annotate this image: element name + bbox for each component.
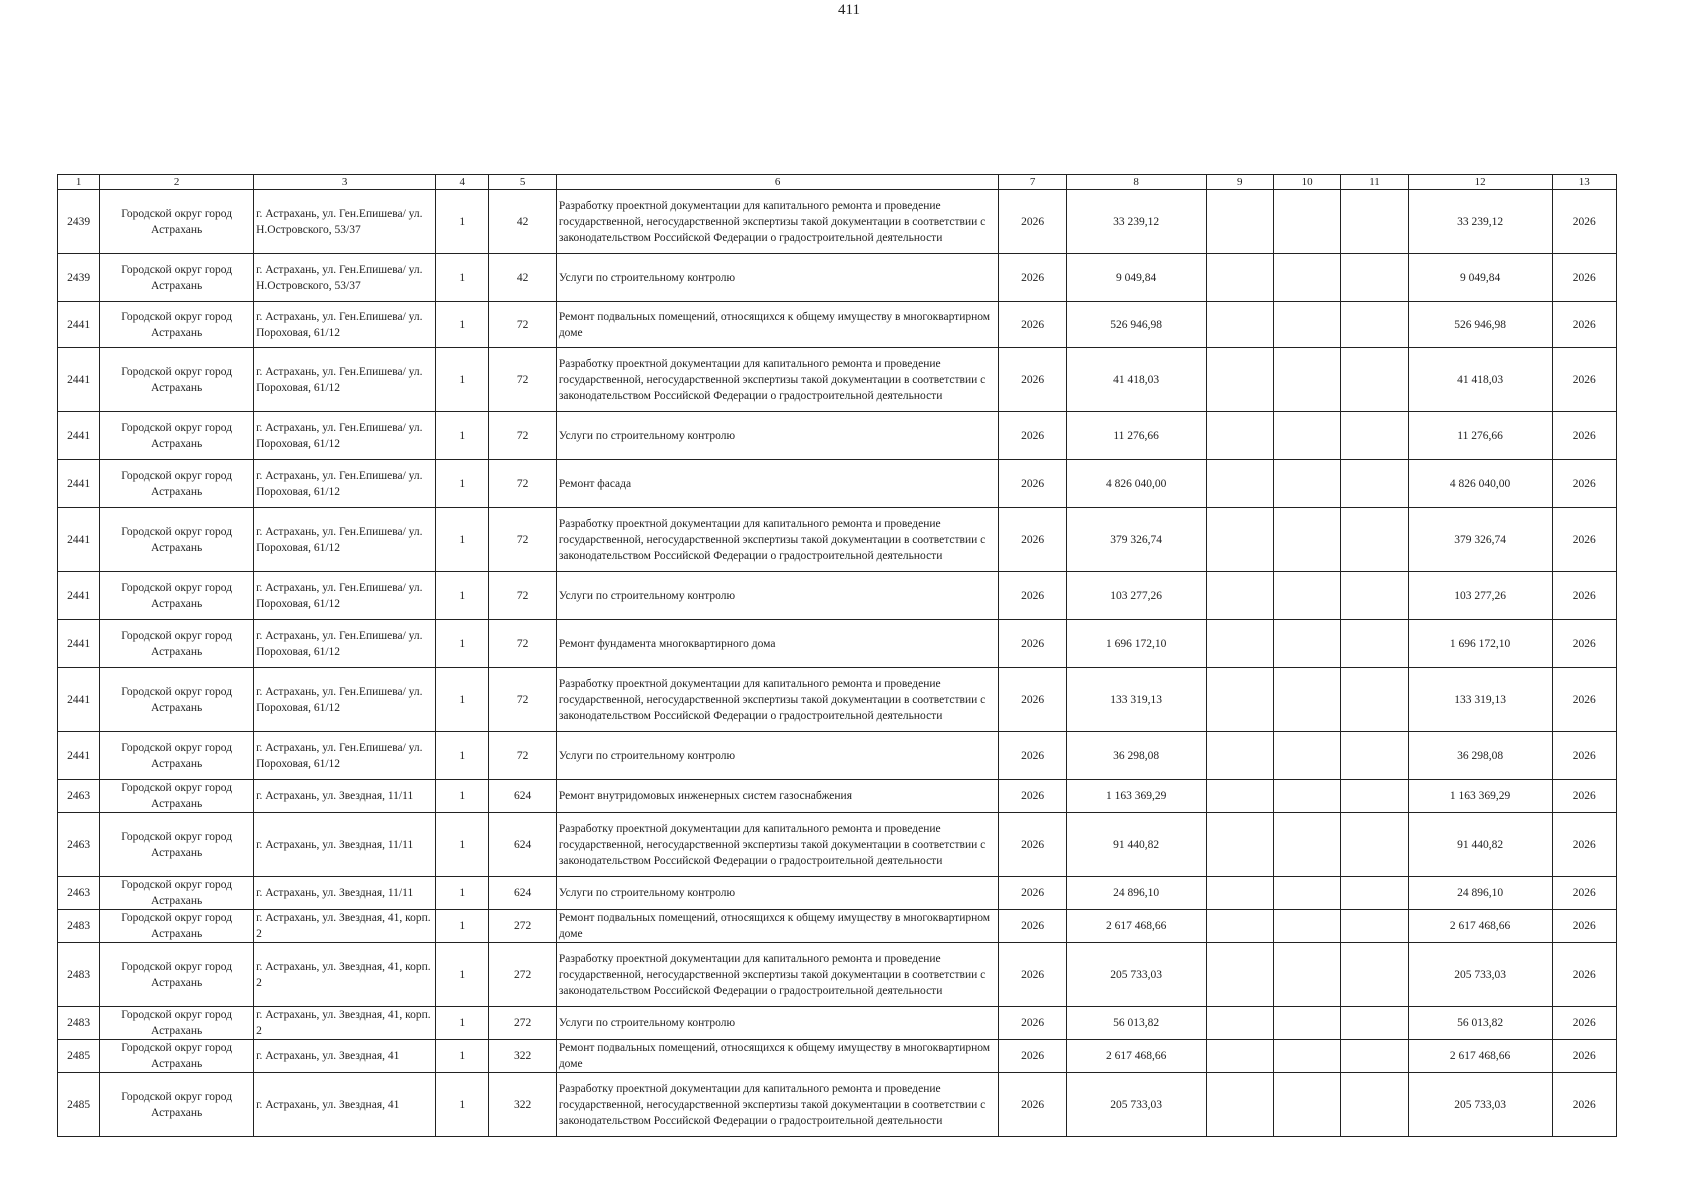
column-10-cell bbox=[1273, 1073, 1340, 1137]
total-cost-cell: 56 013,82 bbox=[1408, 1007, 1552, 1040]
column-header: 6 bbox=[556, 175, 999, 190]
municipality-cell: Городской округ город Астрахань bbox=[100, 732, 254, 780]
cost-cell: 33 239,12 bbox=[1066, 190, 1206, 254]
column-4-cell: 1 bbox=[436, 910, 489, 943]
table-row bbox=[58, 412, 1617, 460]
completion-year-cell: 2026 bbox=[1552, 348, 1617, 412]
column-11-cell bbox=[1341, 943, 1408, 1007]
object-number-cell: 2463 bbox=[58, 813, 100, 877]
municipality-cell: Городской округ город Астрахань bbox=[100, 254, 254, 302]
column-11-cell bbox=[1341, 668, 1408, 732]
address-cell: г. Астрахань, ул. Звездная, 11/11 bbox=[254, 813, 436, 877]
work-type-cell: Разработку проектной документации для капитального ремонта и проведение государственной, негосударственной экспертизы такой документации в соответствии с законодательством Российской Федерации о градостроительной деятельности bbox=[556, 508, 999, 572]
column-5-cell: 72 bbox=[489, 572, 556, 620]
work-type-cell: Услуги по строительному контролю bbox=[556, 412, 999, 460]
cost-cell: 11 276,66 bbox=[1066, 412, 1206, 460]
total-cost-cell: 41 418,03 bbox=[1408, 348, 1552, 412]
column-5-cell: 624 bbox=[489, 780, 556, 813]
column-9-cell bbox=[1206, 910, 1273, 943]
table-row bbox=[58, 572, 1617, 620]
cost-cell: 1 696 172,10 bbox=[1066, 620, 1206, 668]
total-cost-cell: 91 440,82 bbox=[1408, 813, 1552, 877]
year-cell: 2026 bbox=[999, 412, 1066, 460]
work-type-cell: Услуги по строительному контролю bbox=[556, 254, 999, 302]
table-row bbox=[58, 620, 1617, 668]
column-11-cell bbox=[1341, 508, 1408, 572]
total-cost-cell: 205 733,03 bbox=[1408, 943, 1552, 1007]
total-cost-cell: 24 896,10 bbox=[1408, 877, 1552, 910]
column-4-cell: 1 bbox=[436, 460, 489, 508]
completion-year-cell: 2026 bbox=[1552, 732, 1617, 780]
column-4-cell: 1 bbox=[436, 190, 489, 254]
column-10-cell bbox=[1273, 1007, 1340, 1040]
work-type-cell: Ремонт внутридомовых инженерных систем газоснабжения bbox=[556, 780, 999, 813]
cost-cell: 2 617 468,66 bbox=[1066, 1040, 1206, 1073]
column-5-cell: 72 bbox=[489, 668, 556, 732]
object-number-cell: 2485 bbox=[58, 1073, 100, 1137]
completion-year-cell: 2026 bbox=[1552, 943, 1617, 1007]
total-cost-cell: 379 326,74 bbox=[1408, 508, 1552, 572]
column-9-cell bbox=[1206, 412, 1273, 460]
work-type-cell: Услуги по строительному контролю bbox=[556, 732, 999, 780]
object-number-cell: 2441 bbox=[58, 302, 100, 348]
address-cell: г. Астрахань, ул. Звездная, 41 bbox=[254, 1040, 436, 1073]
year-cell: 2026 bbox=[999, 668, 1066, 732]
column-11-cell bbox=[1341, 780, 1408, 813]
column-11-cell bbox=[1341, 813, 1408, 877]
object-number-cell: 2439 bbox=[58, 254, 100, 302]
column-4-cell: 1 bbox=[436, 813, 489, 877]
object-number-cell: 2441 bbox=[58, 508, 100, 572]
address-cell: г. Астрахань, ул. Звездная, 41, корп. 2 bbox=[254, 910, 436, 943]
work-type-cell: Ремонт подвальных помещений, относящихся к общему имуществу в многоквартирном доме bbox=[556, 910, 999, 943]
column-10-cell bbox=[1273, 620, 1340, 668]
year-cell: 2026 bbox=[999, 508, 1066, 572]
cost-cell: 36 298,08 bbox=[1066, 732, 1206, 780]
column-5-cell: 624 bbox=[489, 877, 556, 910]
year-cell: 2026 bbox=[999, 813, 1066, 877]
cost-cell: 103 277,26 bbox=[1066, 572, 1206, 620]
object-number-cell: 2483 bbox=[58, 943, 100, 1007]
object-number-cell: 2441 bbox=[58, 620, 100, 668]
address-cell: г. Астрахань, ул. Ген.Епишева/ ул. Пороховая, 61/12 bbox=[254, 460, 436, 508]
column-10-cell bbox=[1273, 412, 1340, 460]
municipality-cell: Городской округ город Астрахань bbox=[100, 1040, 254, 1073]
work-type-cell: Услуги по строительному контролю bbox=[556, 1007, 999, 1040]
work-type-cell: Ремонт фасада bbox=[556, 460, 999, 508]
total-cost-cell: 33 239,12 bbox=[1408, 190, 1552, 254]
address-cell: г. Астрахань, ул. Ген.Епишева/ ул. Н.Островского, 53/37 bbox=[254, 190, 436, 254]
object-number-cell: 2463 bbox=[58, 780, 100, 813]
total-cost-cell: 526 946,98 bbox=[1408, 302, 1552, 348]
completion-year-cell: 2026 bbox=[1552, 1007, 1617, 1040]
total-cost-cell: 205 733,03 bbox=[1408, 1073, 1552, 1137]
column-header: 13 bbox=[1552, 175, 1617, 190]
column-4-cell: 1 bbox=[436, 668, 489, 732]
completion-year-cell: 2026 bbox=[1552, 620, 1617, 668]
address-cell: г. Астрахань, ул. Ген.Епишева/ ул. Пороховая, 61/12 bbox=[254, 620, 436, 668]
column-header: 5 bbox=[489, 175, 556, 190]
object-number-cell: 2441 bbox=[58, 412, 100, 460]
year-cell: 2026 bbox=[999, 254, 1066, 302]
municipality-cell: Городской округ город Астрахань bbox=[100, 460, 254, 508]
column-4-cell: 1 bbox=[436, 508, 489, 572]
column-11-cell bbox=[1341, 572, 1408, 620]
table-body bbox=[58, 190, 1617, 1137]
column-5-cell: 322 bbox=[489, 1073, 556, 1137]
municipality-cell: Городской округ город Астрахань bbox=[100, 1007, 254, 1040]
column-10-cell bbox=[1273, 1040, 1340, 1073]
completion-year-cell: 2026 bbox=[1552, 1040, 1617, 1073]
table-row bbox=[58, 668, 1617, 732]
column-header: 12 bbox=[1408, 175, 1552, 190]
column-11-cell bbox=[1341, 910, 1408, 943]
object-number-cell: 2483 bbox=[58, 1007, 100, 1040]
column-10-cell bbox=[1273, 190, 1340, 254]
column-header: 10 bbox=[1273, 175, 1340, 190]
completion-year-cell: 2026 bbox=[1552, 254, 1617, 302]
column-10-cell bbox=[1273, 508, 1340, 572]
table-row bbox=[58, 877, 1617, 910]
cost-cell: 133 319,13 bbox=[1066, 668, 1206, 732]
column-header: 8 bbox=[1066, 175, 1206, 190]
column-10-cell bbox=[1273, 910, 1340, 943]
column-10-cell bbox=[1273, 460, 1340, 508]
completion-year-cell: 2026 bbox=[1552, 190, 1617, 254]
column-9-cell bbox=[1206, 508, 1273, 572]
object-number-cell: 2485 bbox=[58, 1040, 100, 1073]
year-cell: 2026 bbox=[999, 943, 1066, 1007]
completion-year-cell: 2026 bbox=[1552, 412, 1617, 460]
column-5-cell: 72 bbox=[489, 508, 556, 572]
cost-cell: 526 946,98 bbox=[1066, 302, 1206, 348]
work-type-cell: Разработку проектной документации для капитального ремонта и проведение государственной, негосударственной экспертизы такой документации в соответствии с законодательством Российской Федерации о градостроительной деятельности bbox=[556, 943, 999, 1007]
column-11-cell bbox=[1341, 348, 1408, 412]
work-type-cell: Разработку проектной документации для капитального ремонта и проведение государственной, негосударственной экспертизы такой документации в соответствии с законодательством Российской Федерации о градостроительной деятельности bbox=[556, 1073, 999, 1137]
total-cost-cell: 1 696 172,10 bbox=[1408, 620, 1552, 668]
column-11-cell bbox=[1341, 190, 1408, 254]
cost-cell: 91 440,82 bbox=[1066, 813, 1206, 877]
column-4-cell: 1 bbox=[436, 412, 489, 460]
column-5-cell: 72 bbox=[489, 460, 556, 508]
column-9-cell bbox=[1206, 348, 1273, 412]
work-type-cell: Разработку проектной документации для капитального ремонта и проведение государственной, негосударственной экспертизы такой документации в соответствии с законодательством Российской Федерации о градостроительной деятельности bbox=[556, 348, 999, 412]
table-row bbox=[58, 302, 1617, 348]
year-cell: 2026 bbox=[999, 620, 1066, 668]
column-11-cell bbox=[1341, 1040, 1408, 1073]
column-4-cell: 1 bbox=[436, 1073, 489, 1137]
cost-cell: 24 896,10 bbox=[1066, 877, 1206, 910]
total-cost-cell: 36 298,08 bbox=[1408, 732, 1552, 780]
address-cell: г. Астрахань, ул. Ген.Епишева/ ул. Пороховая, 61/12 bbox=[254, 732, 436, 780]
column-9-cell bbox=[1206, 254, 1273, 302]
address-cell: г. Астрахань, ул. Ген.Епишева/ ул. Пороховая, 61/12 bbox=[254, 348, 436, 412]
address-cell: г. Астрахань, ул. Ген.Епишева/ ул. Н.Островского, 53/37 bbox=[254, 254, 436, 302]
column-11-cell bbox=[1341, 1007, 1408, 1040]
address-cell: г. Астрахань, ул. Звездная, 41, корп. 2 bbox=[254, 1007, 436, 1040]
column-11-cell bbox=[1341, 1073, 1408, 1137]
column-4-cell: 1 bbox=[436, 254, 489, 302]
column-header: 9 bbox=[1206, 175, 1273, 190]
column-10-cell bbox=[1273, 877, 1340, 910]
year-cell: 2026 bbox=[999, 572, 1066, 620]
column-header: 7 bbox=[999, 175, 1066, 190]
year-cell: 2026 bbox=[999, 732, 1066, 780]
repair-schedule-table bbox=[57, 174, 1617, 1137]
municipality-cell: Городской округ город Астрахань bbox=[100, 910, 254, 943]
column-11-cell bbox=[1341, 254, 1408, 302]
address-cell: г. Астрахань, ул. Ген.Епишева/ ул. Пороховая, 61/12 bbox=[254, 412, 436, 460]
column-header: 4 bbox=[436, 175, 489, 190]
table-row bbox=[58, 813, 1617, 877]
municipality-cell: Городской округ город Астрахань bbox=[100, 412, 254, 460]
column-9-cell bbox=[1206, 780, 1273, 813]
year-cell: 2026 bbox=[999, 780, 1066, 813]
column-10-cell bbox=[1273, 254, 1340, 302]
column-11-cell bbox=[1341, 460, 1408, 508]
table-row bbox=[58, 508, 1617, 572]
column-4-cell: 1 bbox=[436, 348, 489, 412]
column-10-cell bbox=[1273, 780, 1340, 813]
table-row bbox=[58, 910, 1617, 943]
column-header: 3 bbox=[254, 175, 436, 190]
year-cell: 2026 bbox=[999, 302, 1066, 348]
municipality-cell: Городской округ город Астрахань bbox=[100, 572, 254, 620]
column-5-cell: 272 bbox=[489, 943, 556, 1007]
cost-cell: 4 826 040,00 bbox=[1066, 460, 1206, 508]
table-row bbox=[58, 1040, 1617, 1073]
cost-cell: 2 617 468,66 bbox=[1066, 910, 1206, 943]
table-row bbox=[58, 348, 1617, 412]
year-cell: 2026 bbox=[999, 877, 1066, 910]
column-9-cell bbox=[1206, 668, 1273, 732]
column-10-cell bbox=[1273, 813, 1340, 877]
table-row bbox=[58, 732, 1617, 780]
address-cell: г. Астрахань, ул. Звездная, 41 bbox=[254, 1073, 436, 1137]
total-cost-cell: 4 826 040,00 bbox=[1408, 460, 1552, 508]
cost-cell: 205 733,03 bbox=[1066, 1073, 1206, 1137]
year-cell: 2026 bbox=[999, 348, 1066, 412]
municipality-cell: Городской округ город Астрахань bbox=[100, 508, 254, 572]
column-10-cell bbox=[1273, 943, 1340, 1007]
address-cell: г. Астрахань, ул. Ген.Епишева/ ул. Пороховая, 61/12 bbox=[254, 508, 436, 572]
column-9-cell bbox=[1206, 620, 1273, 668]
work-type-cell: Услуги по строительному контролю bbox=[556, 572, 999, 620]
municipality-cell: Городской округ город Астрахань bbox=[100, 813, 254, 877]
column-header: 2 bbox=[100, 175, 254, 190]
column-10-cell bbox=[1273, 572, 1340, 620]
address-cell: г. Астрахань, ул. Ген.Епишева/ ул. Пороховая, 61/12 bbox=[254, 302, 436, 348]
work-type-cell: Ремонт подвальных помещений, относящихся к общему имуществу в многоквартирном доме bbox=[556, 302, 999, 348]
table-row bbox=[58, 780, 1617, 813]
address-cell: г. Астрахань, ул. Звездная, 41, корп. 2 bbox=[254, 943, 436, 1007]
cost-cell: 9 049,84 bbox=[1066, 254, 1206, 302]
total-cost-cell: 9 049,84 bbox=[1408, 254, 1552, 302]
column-5-cell: 72 bbox=[489, 412, 556, 460]
municipality-cell: Городской округ город Астрахань bbox=[100, 1073, 254, 1137]
municipality-cell: Городской округ город Астрахань bbox=[100, 620, 254, 668]
column-5-cell: 272 bbox=[489, 1007, 556, 1040]
column-header: 11 bbox=[1341, 175, 1408, 190]
column-5-cell: 42 bbox=[489, 190, 556, 254]
total-cost-cell: 1 163 369,29 bbox=[1408, 780, 1552, 813]
column-9-cell bbox=[1206, 732, 1273, 780]
work-type-cell: Ремонт подвальных помещений, относящихся к общему имуществу в многоквартирном доме bbox=[556, 1040, 999, 1073]
column-9-cell bbox=[1206, 943, 1273, 1007]
object-number-cell: 2439 bbox=[58, 190, 100, 254]
address-cell: г. Астрахань, ул. Звездная, 11/11 bbox=[254, 877, 436, 910]
work-type-cell: Ремонт фундамента многоквартирного дома bbox=[556, 620, 999, 668]
column-10-cell bbox=[1273, 732, 1340, 780]
object-number-cell: 2441 bbox=[58, 572, 100, 620]
total-cost-cell: 11 276,66 bbox=[1408, 412, 1552, 460]
object-number-cell: 2463 bbox=[58, 877, 100, 910]
total-cost-cell: 2 617 468,66 bbox=[1408, 910, 1552, 943]
municipality-cell: Городской округ город Астрахань bbox=[100, 943, 254, 1007]
table-row bbox=[58, 1073, 1617, 1137]
completion-year-cell: 2026 bbox=[1552, 508, 1617, 572]
work-type-cell: Разработку проектной документации для капитального ремонта и проведение государственной, негосударственной экспертизы такой документации в соответствии с законодательством Российской Федерации о градостроительной деятельности bbox=[556, 190, 999, 254]
year-cell: 2026 bbox=[999, 190, 1066, 254]
object-number-cell: 2441 bbox=[58, 348, 100, 412]
municipality-cell: Городской округ город Астрахань bbox=[100, 780, 254, 813]
cost-cell: 1 163 369,29 bbox=[1066, 780, 1206, 813]
work-type-cell: Разработку проектной документации для капитального ремонта и проведение государственной, негосударственной экспертизы такой документации в соответствии с законодательством Российской Федерации о градостроительной деятельности bbox=[556, 813, 999, 877]
year-cell: 2026 bbox=[999, 1040, 1066, 1073]
municipality-cell: Городской округ город Астрахань bbox=[100, 302, 254, 348]
column-4-cell: 1 bbox=[436, 877, 489, 910]
column-11-cell bbox=[1341, 877, 1408, 910]
column-4-cell: 1 bbox=[436, 620, 489, 668]
column-5-cell: 72 bbox=[489, 732, 556, 780]
cost-cell: 56 013,82 bbox=[1066, 1007, 1206, 1040]
column-5-cell: 72 bbox=[489, 302, 556, 348]
column-9-cell bbox=[1206, 1040, 1273, 1073]
table-row bbox=[58, 254, 1617, 302]
column-5-cell: 42 bbox=[489, 254, 556, 302]
table-row bbox=[58, 460, 1617, 508]
column-10-cell bbox=[1273, 302, 1340, 348]
column-10-cell bbox=[1273, 348, 1340, 412]
completion-year-cell: 2026 bbox=[1552, 813, 1617, 877]
column-4-cell: 1 bbox=[436, 732, 489, 780]
column-9-cell bbox=[1206, 813, 1273, 877]
total-cost-cell: 133 319,13 bbox=[1408, 668, 1552, 732]
object-number-cell: 2483 bbox=[58, 910, 100, 943]
column-4-cell: 1 bbox=[436, 572, 489, 620]
column-4-cell: 1 bbox=[436, 1040, 489, 1073]
municipality-cell: Городской округ город Астрахань bbox=[100, 190, 254, 254]
column-number-row bbox=[58, 175, 1617, 190]
year-cell: 2026 bbox=[999, 910, 1066, 943]
cost-cell: 379 326,74 bbox=[1066, 508, 1206, 572]
column-4-cell: 1 bbox=[436, 943, 489, 1007]
column-11-cell bbox=[1341, 302, 1408, 348]
column-5-cell: 272 bbox=[489, 910, 556, 943]
column-4-cell: 1 bbox=[436, 302, 489, 348]
address-cell: г. Астрахань, ул. Ген.Епишева/ ул. Пороховая, 61/12 bbox=[254, 668, 436, 732]
year-cell: 2026 bbox=[999, 1007, 1066, 1040]
completion-year-cell: 2026 bbox=[1552, 572, 1617, 620]
work-type-cell: Разработку проектной документации для капитального ремонта и проведение государственной, негосударственной экспертизы такой документации в соответствии с законодательством Российской Федерации о градостроительной деятельности bbox=[556, 668, 999, 732]
address-cell: г. Астрахань, ул. Звездная, 11/11 bbox=[254, 780, 436, 813]
completion-year-cell: 2026 bbox=[1552, 302, 1617, 348]
column-5-cell: 72 bbox=[489, 620, 556, 668]
column-9-cell bbox=[1206, 1073, 1273, 1137]
column-5-cell: 624 bbox=[489, 813, 556, 877]
cost-cell: 41 418,03 bbox=[1066, 348, 1206, 412]
column-9-cell bbox=[1206, 877, 1273, 910]
cost-cell: 205 733,03 bbox=[1066, 943, 1206, 1007]
column-10-cell bbox=[1273, 668, 1340, 732]
table-row bbox=[58, 1007, 1617, 1040]
municipality-cell: Городской округ город Астрахань bbox=[100, 668, 254, 732]
column-5-cell: 72 bbox=[489, 348, 556, 412]
column-4-cell: 1 bbox=[436, 780, 489, 813]
column-header: 1 bbox=[58, 175, 100, 190]
address-cell: г. Астрахань, ул. Ген.Епишева/ ул. Пороховая, 61/12 bbox=[254, 572, 436, 620]
page-number: 411 bbox=[838, 2, 860, 18]
municipality-cell: Городской округ город Астрахань bbox=[100, 348, 254, 412]
table-row bbox=[58, 190, 1617, 254]
column-4-cell: 1 bbox=[436, 1007, 489, 1040]
column-11-cell bbox=[1341, 732, 1408, 780]
total-cost-cell: 2 617 468,66 bbox=[1408, 1040, 1552, 1073]
year-cell: 2026 bbox=[999, 460, 1066, 508]
completion-year-cell: 2026 bbox=[1552, 668, 1617, 732]
column-11-cell bbox=[1341, 412, 1408, 460]
completion-year-cell: 2026 bbox=[1552, 877, 1617, 910]
municipality-cell: Городской округ город Астрахань bbox=[100, 877, 254, 910]
column-9-cell bbox=[1206, 460, 1273, 508]
column-9-cell bbox=[1206, 190, 1273, 254]
object-number-cell: 2441 bbox=[58, 460, 100, 508]
completion-year-cell: 2026 bbox=[1552, 910, 1617, 943]
column-9-cell bbox=[1206, 1007, 1273, 1040]
total-cost-cell: 103 277,26 bbox=[1408, 572, 1552, 620]
year-cell: 2026 bbox=[999, 1073, 1066, 1137]
column-9-cell bbox=[1206, 302, 1273, 348]
column-5-cell: 322 bbox=[489, 1040, 556, 1073]
completion-year-cell: 2026 bbox=[1552, 1073, 1617, 1137]
table-row bbox=[58, 943, 1617, 1007]
column-9-cell bbox=[1206, 572, 1273, 620]
completion-year-cell: 2026 bbox=[1552, 780, 1617, 813]
object-number-cell: 2441 bbox=[58, 732, 100, 780]
column-11-cell bbox=[1341, 620, 1408, 668]
object-number-cell: 2441 bbox=[58, 668, 100, 732]
work-type-cell: Услуги по строительному контролю bbox=[556, 877, 999, 910]
completion-year-cell: 2026 bbox=[1552, 460, 1617, 508]
